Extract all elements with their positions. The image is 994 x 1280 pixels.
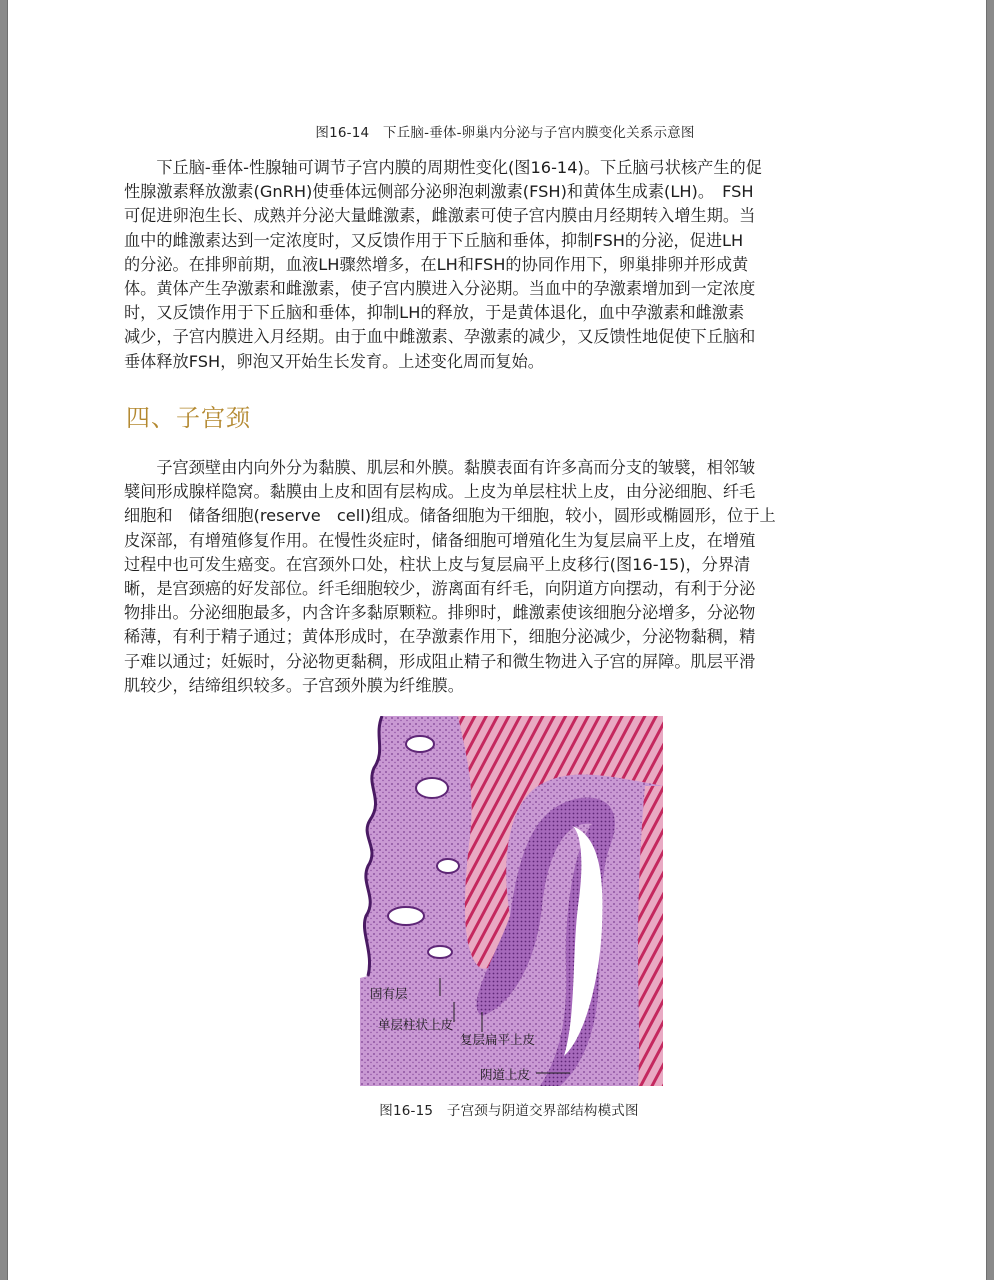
text-line: 子宫颈壁由内向外分为黏膜、肌层和外膜。黏膜表面有许多高而分支的皱襞，相邻皱 xyxy=(124,458,756,477)
figure-16-14-caption: 图16-14 下丘脑-垂体-卵巢内分泌与子宫内膜变化关系示意图 xyxy=(315,125,695,141)
label-lamina-propria: 固有层 xyxy=(370,986,408,1001)
smooth-muscle-band xyxy=(638,786,663,1086)
histology-figure-cervix-vagina xyxy=(360,716,663,1086)
paragraph-cervix xyxy=(124,456,892,698)
glandular-crypt xyxy=(428,946,452,958)
paragraph-hpg-axis xyxy=(124,156,892,374)
label-vaginal-epithelium: 阴道上皮 xyxy=(480,1067,531,1082)
text-line: 子难以通过；妊娠时，分泌物更黏稠，形成阻止精子和微生物进入子宫的屏障。肌层平滑 xyxy=(124,651,756,671)
text-line: 血中的雌激素达到一定浓度时，又反馈作用于下丘脑和垂体，抑制FSH的分泌，促进LH xyxy=(124,230,744,250)
text-line: 性腺激素释放激素(GnRH)使垂体远侧部分泌卵泡刺激素(FSH)和黄体生成素(LH)。 FSH xyxy=(124,182,754,202)
text-line: 晰，是宫颈癌的好发部位。纤毛细胞较少，游离面有纤毛，向阴道方向摆动，有利于分泌 xyxy=(124,579,756,599)
text-line: 时，又反馈作用于下丘脑和垂体，抑制LH的释放，于是黄体退化，血中孕激素和雌激素 xyxy=(124,303,745,323)
glandular-crypt xyxy=(406,736,434,752)
text-line: 皮深部，有增殖修复作用。在慢性炎症时，储备细胞可增殖化生为复层扁平上皮，在增殖 xyxy=(124,530,756,550)
text-line: 可促进卵泡生长、成熟并分泌大量雌激素，雌激素可使子宫内膜由月经期转入增生期。当 xyxy=(124,206,756,226)
text-line: 过程中也可发生癌变。在宫颈外口处，柱状上皮与复层扁平上皮移行(图16-15)，分界清 xyxy=(124,554,751,574)
text-line: 物排出。分泌细胞最多，内含许多黏原颗粒。排卵时，雌激素使该细胞分泌增多，分泌物 xyxy=(124,603,756,623)
glandular-crypt xyxy=(416,778,448,798)
glandular-crypt xyxy=(388,907,424,925)
glandular-crypt xyxy=(437,859,459,873)
figure-16-15-caption: 图16-15 子宫颈与阴道交界部结构模式图 xyxy=(379,1103,639,1119)
text-line: 体。黄体产生孕激素和雌激素，使子宫内膜进入分泌期。当血中的孕激素增加到一定浓度 xyxy=(124,279,756,299)
text-line: 垂体释放FSH，卵泡又开始生长发育。上述变化周而复始。 xyxy=(124,351,544,371)
text-line: 稀薄，有利于精子通过；黄体形成时，在孕激素作用下，细胞分泌减少，分泌物黏稠，精 xyxy=(124,627,756,647)
text-line: 减少，子宫内膜进入月经期。由于血中雌激素、孕激素的减少，又反馈性地促使下丘脑和 xyxy=(124,327,756,347)
label-stratified-squamous-epithelium: 复层扁平上皮 xyxy=(460,1032,536,1047)
text-line: 的分泌。在排卵前期，血液LH骤然增多，在LH和FSH的协同作用下，卵巢排卵并形成黄 xyxy=(124,254,749,274)
text-line: 细胞和 储备细胞(reserve cell)组成。储备细胞为干细胞，较小，圆形或椭圆形，位于上 xyxy=(124,506,776,526)
section-heading: 四、子宫颈 xyxy=(126,404,251,432)
text-line: 襞间形成腺样隐窝。黏膜由上皮和固有层构成。上皮为单层柱状上皮，由分泌细胞、纤毛 xyxy=(124,482,756,502)
document-page xyxy=(7,0,987,1280)
text-line: 下丘脑-垂体-性腺轴可调节子宫内膜的周期性变化(图16-14)。下丘脑弓状核产生的促 xyxy=(124,158,762,177)
text-line: 肌较少，结缔组织较多。子宫颈外膜为纤维膜。 xyxy=(124,675,464,695)
label-simple-columnar-epithelium: 单层柱状上皮 xyxy=(378,1017,454,1032)
